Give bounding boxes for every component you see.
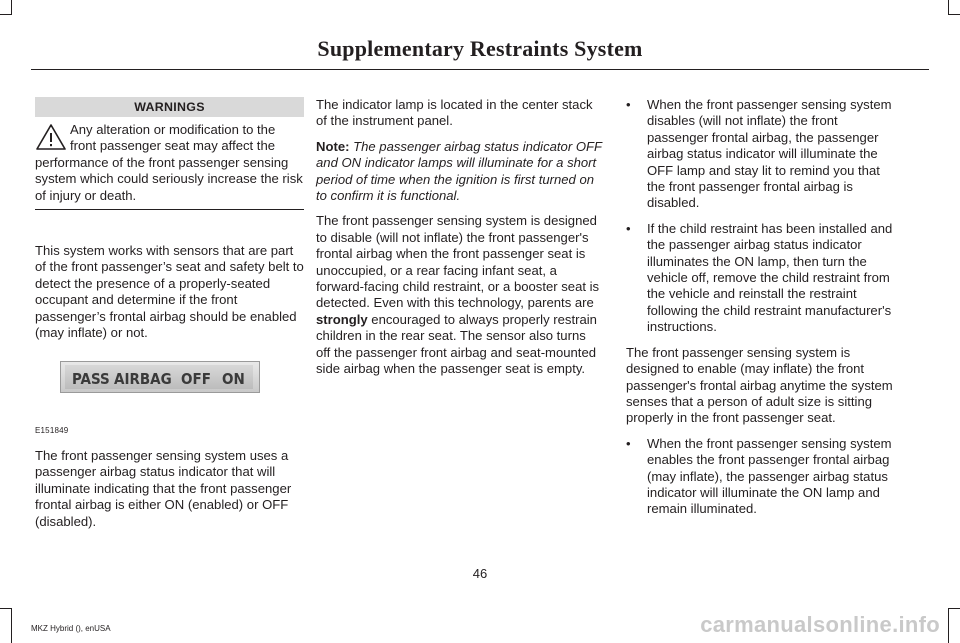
- crop-mark: [948, 608, 960, 609]
- warning-triangle-icon: [35, 122, 67, 152]
- page-number: 46: [472, 566, 488, 581]
- indicator-pass-label: PASS: [72, 370, 110, 388]
- warnings-body: [35, 117, 304, 210]
- paragraph: The front passenger sensing system is designed to enable (may inflate) the front passenger's frontal airbag anytime the system senses that a person of adult size is sitting properly in the front passenger seat.: [626, 344, 893, 426]
- note-text: The passenger airbag status indicator OFF and ON indicator lamps will illuminate for a short period of time when the ignition is first turned on to confirm it is functional.: [316, 138, 602, 204]
- warnings-heading: WARNINGS: [35, 97, 304, 117]
- crop-mark: [0, 608, 12, 609]
- note-paragraph: [316, 139, 602, 205]
- warnings-box: [35, 97, 304, 210]
- column-1: [35, 243, 306, 350]
- paragraph: This system works with sensors that are part of the front passenger’s seat and safety belt to detect the presence of a properly-seated occupant and determine if the front passenger’s frontal airbag should be enabled (may inflate) or not.: [35, 243, 304, 341]
- crop-mark: [11, 0, 12, 14]
- airbag-status-indicator-image: [60, 361, 260, 393]
- paragraph-text: encouraged to always properly restrain children in the rear seat. The sensor also turns off the passenger front airbag and seat-mounted side airbag when the passenger seat is empty.: [316, 311, 597, 377]
- column-1-lower: [35, 448, 306, 539]
- paragraph: The indicator lamp is located in the center stack of the instrument panel.: [316, 97, 593, 129]
- crop-mark: [948, 0, 949, 14]
- document-code: MKZ Hybrid (), enUSA: [31, 624, 111, 633]
- page-title: Supplementary Restraints System: [317, 36, 643, 61]
- warnings-text: Any alteration or modification to the front passenger seat may affect the performance of the front passenger sensing system which could seriously increase the risk of injury or death.: [35, 122, 303, 203]
- list-item: • When the front passenger sensing system enables the front passenger frontal airbag (may inflate), the passenger airbag status indicator will illuminate the ON lamp and remain illuminated.: [626, 436, 896, 518]
- column-2: [316, 97, 602, 387]
- indicator-airbag-label: AIRBAG: [114, 370, 172, 388]
- watermark: carmanualsonline.info: [700, 612, 940, 637]
- header-divider: [31, 69, 929, 70]
- indicator-off-label: OFF: [181, 370, 211, 388]
- paragraph-text: The front passenger sensing system is designed to disable (will not inflate) the front passenger's frontal airbag when the front passenger seat is unoccupied, or a rear facing infant seat, a forward-facing child restraint, or a booster seat is detected. Even with this technology, parents are: [316, 213, 600, 311]
- list-item: • If the child restraint has been installed and the passenger airbag status indicator illuminates the ON lamp, then turn the vehicle off, remove the child restraint from the vehicle and reinstall the restraint following the child restraint manufacturer's instructions.: [626, 221, 896, 336]
- column-3: [626, 97, 896, 527]
- crop-mark: [948, 14, 960, 15]
- bullet-list: [626, 436, 896, 518]
- paragraph: [316, 213, 602, 377]
- warnings-divider: [35, 209, 304, 210]
- paragraph: The front passenger sensing system uses a passenger airbag status indicator that will illuminate indicating that the front passenger frontal airbag is either ON (enabled) or OFF (disabled).: [35, 448, 292, 529]
- crop-mark: [11, 608, 12, 643]
- crop-mark: [0, 14, 12, 15]
- list-item: • When the front passenger sensing system disables (will not inflate) the front passenger frontal airbag, the passenger airbag status indicator will illuminate the OFF lamp and stay lit to remind you that the front passenger frontal airbag is disabled.: [626, 97, 896, 212]
- crop-mark: [948, 608, 949, 643]
- indicator-on-label: ON: [222, 370, 245, 388]
- bullet-list: [626, 97, 896, 336]
- emphasis-text: strongly: [316, 311, 368, 327]
- image-code: E151849: [35, 426, 69, 435]
- note-label: Note:: [316, 138, 350, 154]
